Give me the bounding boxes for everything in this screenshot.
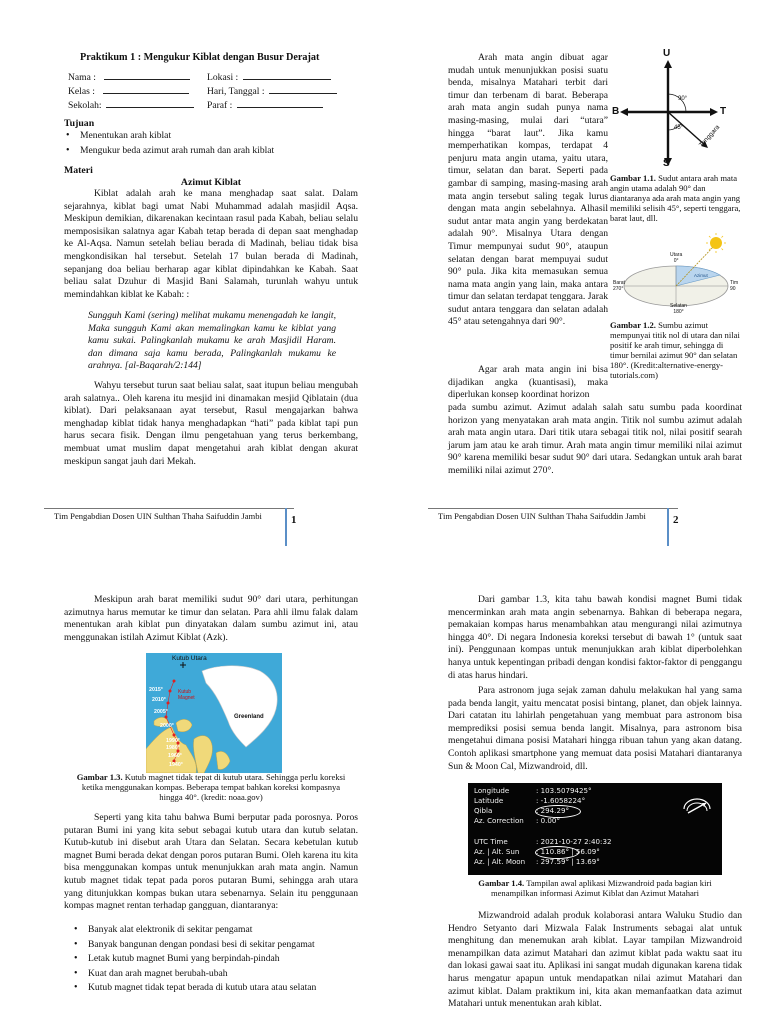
footer-text: Tim Pengabdian Dosen UIN Sulthan Thaha Saifuddin Jambi bbox=[54, 511, 262, 521]
app-value: : -1.6058224° bbox=[536, 796, 586, 805]
app-row: Az. Correction bbox=[474, 816, 524, 825]
app-value: : 297.59° | 13.69° bbox=[536, 857, 600, 866]
map-year-label: 1990° bbox=[166, 738, 180, 744]
paragraph: Dari gambar 1.3, kita tahu bawah kondisi magnet Bumi tidak mencerminkan arah mata angin sebenarnya. Bahkan di beberapa negara, pemakaian kompas harus menambahkan atau mengurangi nilai azimutnya hingga 40°. Di negara Indonesia koreksi tersebut di bawah 1° (untuk saat ini). Penggunaan kompas untuk menunjukkan arah kiblat diperbolehkan hanya untuk kepentingan pribadi dengan kondisi faktor-faktor di penggangu di atas harus hindari. bbox=[448, 594, 742, 681]
app-row: Longitude bbox=[474, 786, 510, 795]
footer-text: Tim Pengabdian Dosen UIN Sulthan Thaha Saifuddin Jambi bbox=[438, 511, 646, 521]
map-label-greenland: Greenland bbox=[234, 714, 264, 720]
azimuth-utara-label: Utara 0° bbox=[670, 252, 683, 264]
paragraph: Agar arah mata angin ini bisa dijadikan angka (kuantisasi), maka diperlukan konsep koordinat horizon bbox=[448, 364, 608, 401]
caption-label: Gambar 1.4. bbox=[478, 878, 525, 888]
location-label: Lokasi : bbox=[207, 72, 239, 83]
page-2 bbox=[384, 0, 768, 540]
paragraph: Meskipun arah barat memiliki sudut 90° dari utara, perhitungan azimutnya harus memutar ke timur dan selatan. Para ahli ilmu falak dalam menentukan arah kiblat pun dinyatakan dalam sumbu azimut ini, atau menggunakan istilah Azimut Kiblat (Azk). bbox=[64, 594, 358, 643]
map-year-label: 2005° bbox=[154, 709, 168, 715]
disturbance-list bbox=[62, 923, 374, 996]
signature-label: Paraf : bbox=[207, 100, 233, 111]
map-year-label: 1980° bbox=[166, 745, 180, 751]
app-value: : 103.5079425° bbox=[536, 786, 592, 795]
app-value: : 0.00° bbox=[536, 816, 560, 825]
page-4 bbox=[384, 540, 768, 1024]
paragraph: Mizwandroid adalah produk kolaborasi antara Waluku Studio dan Hendro Setyanto dari Mizwala Falak Instruments sebagai alat untuk menghitung dan menemukan arah kiblat. Layar tampilan Mizwandroid menampilkan data azimut Matahari dan azimut kiblat pada waktu saat itu dan lokasi gawai saat itu. Aplikasi ini sangat mudah digunakan karena tidak harus mengatur apapun untuk mendapatkan nilai azimut Matahari dan azimut kiblat. Dalam praktikum ini, kita akan memanfaatkan data azimut Matahari untuk menentukan arah kiblat. bbox=[448, 910, 742, 1010]
app-row: Qibla bbox=[474, 806, 493, 815]
compass-b-label: B bbox=[612, 106, 620, 117]
compass-s-label: S bbox=[663, 158, 670, 169]
date-field[interactable] bbox=[269, 84, 337, 94]
map-label-kutub-utara: Kutub Utara bbox=[172, 655, 207, 662]
azimuth-barat-label: Barat 270° bbox=[613, 280, 625, 292]
page-title: Praktikum 1 : Mengukur Kiblat dengan Busur Derajat bbox=[80, 52, 320, 63]
tujuan-heading: Tujuan bbox=[64, 118, 95, 129]
azimuth-arc-label: Azimut bbox=[694, 273, 708, 278]
materi-heading: Materi bbox=[64, 165, 93, 176]
app-value: : 2021-10-27 2:40:32 bbox=[536, 837, 612, 846]
signature-field[interactable] bbox=[237, 98, 323, 108]
compass-t-label: T bbox=[720, 106, 727, 117]
figure-caption: Gambar 1.3. Kutub magnet tidak tepat di kutub utara. Sehingga perlu koreksi ketika menggunakan kompas. Beberapa tempat bahkan koreksi kompasnya hingga 40°. (kredit: noaa.gov) bbox=[76, 772, 346, 802]
map-year-label: 2015° bbox=[149, 687, 163, 693]
date-label: Hari, Tanggal : bbox=[207, 86, 265, 97]
compass-tenggara-label: Tenggara bbox=[698, 123, 722, 149]
compass-diagram bbox=[610, 54, 734, 174]
map-label-kutub-magnet: Kutub Magnet bbox=[178, 689, 195, 701]
app-row: Az. | Alt. Sun bbox=[474, 847, 520, 856]
qibla-highlight bbox=[535, 805, 581, 818]
paragraph: pada sumbu azimut. Azimut adalah salah satu sumbu pada koordinat horizon yang menyatakan arah mata angin. Titik nol sumbu azimut adalah arah mata angin utara. Dari titik utara sebagai titik nol, nilai positif searah jarum jam atau ke arah timur. Arah mata angin timur memiliki nilai azimut 90° karena memiliki besar sudut 90° dari utara. Sedangkan untuk arah barat memiliki nilai azimut 270°. bbox=[448, 402, 742, 476]
list-item: • Letak kutub magnet Bumi yang berpindah-pindah bbox=[74, 952, 374, 967]
list-item: • Mengukur beda azimut arah rumah dan arah kiblat bbox=[66, 144, 366, 159]
compass-u-label: U bbox=[663, 48, 671, 59]
page-number: 2 bbox=[673, 514, 679, 526]
school-field[interactable] bbox=[106, 98, 194, 108]
paragraph: Arah mata angin dibuat agar mudah untuk menunjukkan posisi suatu benda, misalnya Matahari terbit dari timur dan terbenam di barat. Beberapa arah mata angin sudah punya nama masing-masing, mulai dari “utara” hingga “barat laut”. Jika kamu memperhatikan kompas, terdapat 4 penjuru mata angin utama, yaitu utara, timur, selatan dan barat. Seperti pada gambar di samping, masing-masing arah mata angin tersebut saling tegak lurus dengan mata angin sebelahnya. Alhasil sudut antar mata angin yang berdekatan adalah 90°. Misalnya Utara dengan Timur mempunyai sudut 90°, ataupun selatan dengan barat mempuyai sudut 90° pula. Jika kita memasukan semua nama mata angin yang lain, maka antara timur dan selatan terdapat tenggara. Jarak sudut antara tenggara dan selatan adalah 45° atau setengahnya dari 90°. bbox=[448, 52, 608, 328]
quote: Sungguh Kami (sering) melihat mukamu menengadah ke langit, Maka sungguh Kami akan memalingkan kamu ke kiblat yang kamu sukai. Palingkanlah mukamu ke arah Masjidil Haram. dan dimana saja kamu berada, Palingkanlah mukamu ke arahnya. [al-Baqarah/2:144] bbox=[88, 310, 336, 372]
name-label: Nama : bbox=[68, 72, 96, 83]
list-item: • Menentukan arah kiblat bbox=[66, 129, 366, 144]
compass-icon[interactable] bbox=[680, 789, 714, 819]
list-item: • Banyak bangunan dengan pondasi besi di sekitar pengamat bbox=[74, 938, 374, 953]
sun-highlight bbox=[535, 846, 579, 859]
compass-45-label: 45° bbox=[674, 125, 684, 131]
figure-caption: Gambar 1.2. Sumbu azimut mempunyai titik nol di utara dan nilai positif ke arah timur, sehingga di timur bernilai azimut 90° dan selatan 180°. (Kredit:alternative-energy-tutorials.com) bbox=[610, 320, 740, 380]
azimuth-diagram bbox=[610, 230, 744, 314]
mizwandroid-screenshot bbox=[468, 783, 722, 875]
azimuth-selatan-label: Selatan 180° bbox=[670, 303, 687, 315]
app-row: UTC Time bbox=[474, 837, 508, 846]
compass-90-label: 90° bbox=[678, 96, 688, 102]
list-item: • Kuat dan arah magnet berubah-ubah bbox=[74, 967, 374, 982]
class-field[interactable] bbox=[103, 84, 189, 94]
tujuan-list bbox=[54, 129, 366, 158]
caption-label: Gambar 1.2. bbox=[610, 320, 656, 330]
school-label: Sekolah: bbox=[68, 100, 102, 111]
caption-label: Gambar 1.1. bbox=[610, 173, 656, 183]
name-field[interactable] bbox=[104, 70, 190, 80]
paragraph: Para astronom juga sejak zaman dahulu melakukan hal yang sama pada benda langit, yaitu mencatat posisi bintang, planet, dan objek lainnya. Dari catatan itu lahirlah pengetahuan yang membuat para astronom bisa memprediksi posisi semua benda langit. Misalnya, para astronom bisa mengetahui dimana posisi Matahari hingga ribuan tahun yang akan datang. Contoh aplikasi smartphone yang memuat data posisi Matahari diantaranya Sun & Moon Cal, Mizwandroid, dll. bbox=[448, 685, 742, 772]
map-year-label: 2000° bbox=[160, 723, 174, 729]
list-item: • Kutub magnet tidak tepat berada di kutub utara atau selatan bbox=[74, 981, 374, 996]
section-title: Azimut Kiblat bbox=[180, 177, 242, 188]
app-row: Latitude bbox=[474, 796, 504, 805]
app-row: Az. | Alt. Moon bbox=[474, 857, 526, 866]
map-year-label: 1940° bbox=[169, 762, 183, 768]
paragraph: Wahyu tersebut turun saat beliau salat, saat itupun beliau mengubah arah salatnya.. Oleh karena itu mesjid ini dinamakan mesjid Qiblatain (dua kiblat). Dari pelaksanaan ayat tersebut, Rasul mengajarkan bahwa menghadap kiblat tidak hanya menghadapkan “hati” pada kiblat tapi pun harus secara fisik. Dengan ilmu pengetahuan yang terus berkembang, membuat umat muslim dapat mengetahui arah kiblat dengan akurat meskipun sangat jauh dari Mekah. bbox=[64, 380, 358, 467]
figure-caption: Gambar 1.4. Tampilan awal aplikasi Mizwandroid pada bagian kiri menampilkan informasi Azimut Kiblat dan Azimut Matahari bbox=[478, 878, 712, 898]
figure-caption: Gambar 1.1. Sudut antara arah mata angin utama adalah 90° dan diantaranya ada arah mata angin yang memiliki selisih 45°, seperti tenggara, barat laut, dll. bbox=[610, 173, 741, 223]
list-item: • Banyak alat elektronik di sekitar pengamat bbox=[74, 923, 374, 938]
map-year-label: 1960° bbox=[168, 753, 182, 759]
location-field[interactable] bbox=[243, 70, 331, 80]
page-3 bbox=[0, 540, 384, 1024]
app-value: : 294.29° bbox=[536, 806, 570, 815]
map-year-label: 2010° bbox=[152, 697, 166, 703]
class-label: Kelas : bbox=[68, 86, 95, 97]
page-1 bbox=[0, 0, 384, 540]
azimuth-timur-label: Tim 90 bbox=[730, 280, 739, 292]
page-number: 1 bbox=[291, 514, 297, 526]
paragraph: Seperti yang kita tahu bahwa Bumi berputar pada porosnya. Poros putaran Bumi ini yang kita sebut sebagai kutub utara dan kutub selatan. Kutub-kutub ini disebut arah Utara dan Selatan. Secara kebetulan kutub magnet Bumi berada dekat dengan poros putaran Bumi. Oleh karena itu kita bisa menggunakan kompas untuk menunjukkan arah mata angin. Namun kutub magnet tidak tepat pada poros putaran Bumi, sehingga arah utara yang ditunjukkan kompas bukan utara sebenarnya. Selain itu penggunaan kompas magnet rentan terhadap gangguan, diantaranya: bbox=[64, 812, 358, 912]
app-value: : 110.86° | 56.09° bbox=[536, 847, 600, 856]
paragraph: Kiblat adalah arah ke mana menghadap saat salat. Dalam sejarahnya, kiblat bagi umat Nabi Muhammad adalah masjidil Aqsa. Meskipun demikian, dikarenakan kecintaan rasul pada Kabah, beliau selalu memposisikan salatnya agar Kabah tetap berada di depan saat menghadap ke Al-Aqsa. Namun setelah beliau berada di Madinah, beliau tidak bisa mengkondisikan hal tersebut. Setelah 17 bulan berada di Madinah, sepanjang doa beliau berharap agar kiblat dipindahkan ke Kabah. Saat beliau salat Dzuhur di Masjid Bani Salamah, turunlah wahyu untuk memindahkan kiblat ke Kabah: : bbox=[64, 188, 358, 300]
caption-label: Gambar 1.3. bbox=[76, 772, 123, 782]
